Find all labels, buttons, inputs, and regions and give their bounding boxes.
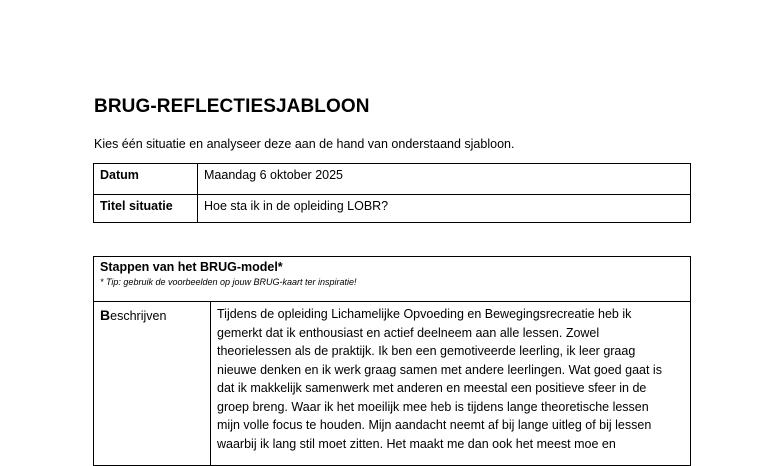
steps-header-cell	[94, 257, 691, 302]
text-line: gemerkt dat ik enthousiast en actief deelneem aan alle lessen. Zowel	[217, 325, 600, 340]
step-rest: eschrijven	[110, 309, 167, 323]
text-line: mijn volle focus te houden. Mijn aandacht neemt af bij lange uitleg of bij lessen	[217, 418, 652, 432]
document-intro: Kies één situatie en analyseer deze aan de hand van onderstaand sjabloon.	[94, 137, 515, 151]
situation-title-label: Titel situatie	[94, 195, 198, 223]
info-row-date	[94, 164, 691, 195]
document-title: BRUG-REFLECTIESJABLOON	[94, 96, 370, 117]
text-line: groep breng. Waar ik het moeilijk mee heb is tijdens lange theoretische lessen	[217, 399, 649, 414]
brug-steps-table	[93, 256, 691, 466]
text-line: dat ik makkelijk samenwerk met anderen en meestal een positieve sfeer in de	[217, 381, 647, 395]
date-label: Datum	[94, 164, 198, 195]
step-initial: B	[100, 307, 111, 323]
steps-header-tip: * Tip: gebruik de voorbeelden op jouw BRUG-kaart ter inspiratie!	[100, 277, 357, 287]
date-value: Maandag 6 oktober 2025	[198, 164, 691, 195]
text-line: Tijdens de opleiding Lichamelijke Opvoeding en Bewegingsrecreatie heb ik	[217, 307, 632, 321]
info-row-title	[94, 195, 691, 223]
text-line: nieuwe denken en ik werk graag samen met andere leerlingen. Wat goed gaat is	[217, 362, 662, 377]
steps-header-row	[94, 257, 691, 302]
steps-header-title: Stappen van het BRUG-model*	[100, 260, 283, 274]
text-line: theorielessen als de praktijk. Ik ben een gemotiveerde leerling, ik leer graag	[217, 344, 636, 358]
info-table	[93, 163, 691, 223]
text-line: waarbij ik lang stil moet zitten. Het maakt me dan ook het meest moe en	[217, 436, 616, 451]
situation-title-value: Hoe sta ik in de opleiding LOBR?	[198, 195, 691, 223]
